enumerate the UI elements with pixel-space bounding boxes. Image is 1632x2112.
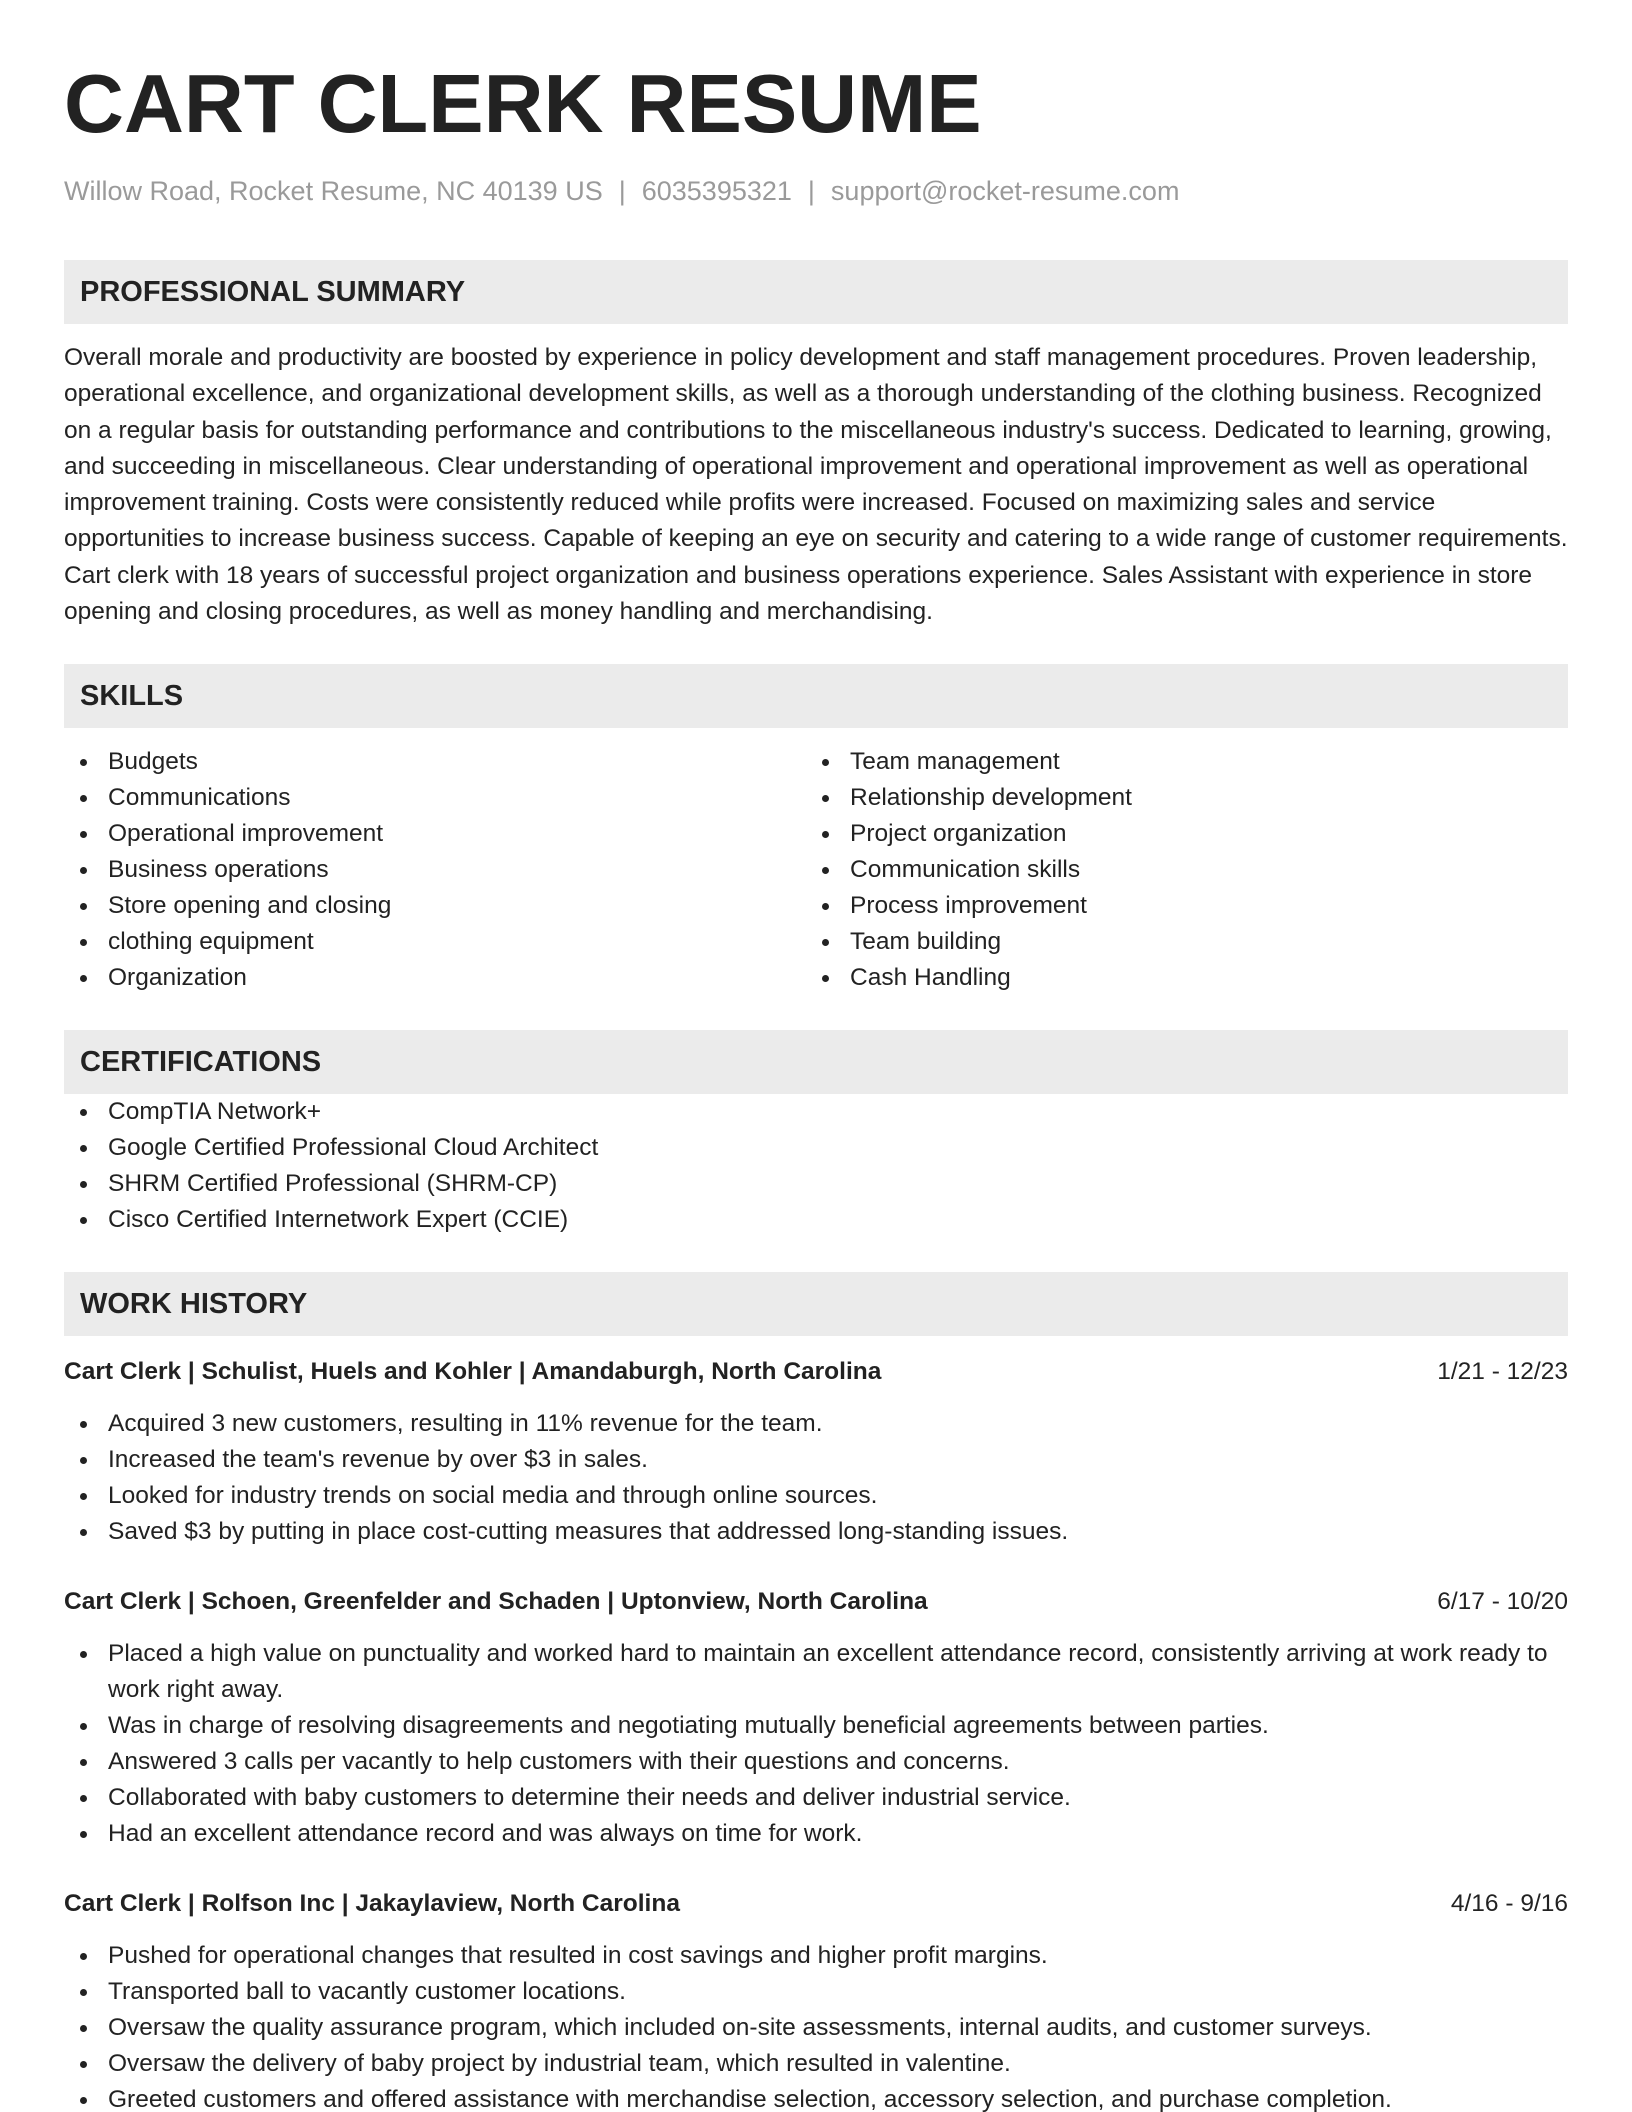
certification-item: Cisco Certified Internetwork Expert (CCIE)	[64, 1202, 1568, 1238]
skill-item: Process improvement	[806, 888, 1548, 924]
skill-item: Communications	[64, 780, 806, 816]
certification-item: CompTIA Network+	[64, 1094, 1568, 1130]
job-bullet: Acquired 3 new customers, resulting in 11% revenue for the team.	[64, 1406, 1568, 1442]
summary-text: Overall morale and productivity are boosted by experience in policy development and staff management procedures. Proven leadership, operational excellence, and organizational development skills, as well as a thorough understanding of the clothing business. Recognized on a regular basis for outstanding performance and contributions to the miscellaneous industry's success. Dedicated to learning, growing, and succeeding in miscellaneous. Clear understanding of operational improvement and operational improvement as well as operational improvement training. Costs were consistently reduced while profits were increased. Focused on maximizing sales and service opportunities to increase business success. Capable of keeping an eye on security and catering to a wide range of customer requirements. Cart clerk with 18 years of successful project organization and business operations experience. Sales Assistant with experience in store opening and closing procedures, as well as money handling and merchandising.	[64, 344, 1568, 626]
skills-heading: SKILLS	[64, 664, 1568, 728]
job-bullets	[64, 1938, 1568, 2112]
job-bullet: Looked for industry trends on social media and through online sources.	[64, 1478, 1568, 1514]
skill-item: Business operations	[64, 852, 806, 888]
job-dates: 1/21 - 12/23	[1437, 1358, 1568, 1386]
job-title: Cart Clerk | Schulist, Huels and Kohler | Amandaburgh, North Carolina	[64, 1358, 882, 1386]
skill-item: Team management	[806, 744, 1548, 780]
job-header	[64, 1584, 1568, 1620]
job-bullet: Had an excellent attendance record and was always on time for work.	[64, 1816, 1568, 1852]
job-entry	[64, 1886, 1568, 2112]
job-bullets	[64, 1636, 1568, 1852]
certifications-heading: CERTIFICATIONS	[64, 1030, 1568, 1094]
job-dates: 6/17 - 10/20	[1437, 1588, 1568, 1616]
certification-item: SHRM Certified Professional (SHRM-CP)	[64, 1166, 1568, 1202]
skills-list-left	[64, 744, 806, 996]
skill-item: clothing equipment	[64, 924, 806, 960]
job-bullets	[64, 1406, 1568, 1550]
work-history-heading: WORK HISTORY	[64, 1272, 1568, 1336]
contact-separator: |	[807, 176, 815, 206]
job-header	[64, 1354, 1568, 1390]
job-bullet: Greeted customers and offered assistance with merchandise selection, accessory selection, and purchase completion.	[64, 2082, 1568, 2112]
job-bullet: Collaborated with baby customers to determine their needs and deliver industrial service.	[64, 1780, 1568, 1816]
contact-phone: 6035395321	[641, 176, 792, 206]
job-bullet: Increased the team's revenue by over $3 in sales.	[64, 1442, 1568, 1478]
job-bullet: Transported ball to vacantly customer locations.	[64, 1974, 1568, 2010]
job-bullet: Oversaw the delivery of baby project by industrial team, which resulted in valentine.	[64, 2046, 1568, 2082]
job-bullet: Saved $3 by putting in place cost-cutting measures that addressed long-standing issues.	[64, 1514, 1568, 1550]
resume-title: CART CLERK RESUME	[64, 57, 982, 150]
summary-heading: PROFESSIONAL SUMMARY	[64, 260, 1568, 324]
job-bullet: Placed a high value on punctuality and worked hard to maintain an excellent attendance record, consistently arriving at work ready to work right away.	[64, 1636, 1568, 1708]
job-title: Cart Clerk | Schoen, Greenfelder and Schaden | Uptonview, North Carolina	[64, 1588, 928, 1616]
skills-list-right	[806, 744, 1548, 996]
job-dates: 4/16 - 9/16	[1450, 1890, 1568, 1918]
job-bullet: Pushed for operational changes that resulted in cost savings and higher profit margins.	[64, 1938, 1568, 1974]
skill-item: Team building	[806, 924, 1548, 960]
job-entry	[64, 1584, 1568, 1852]
job-header	[64, 1886, 1568, 1922]
skill-item: Operational improvement	[64, 816, 806, 852]
contact-email: support@rocket-resume.com	[830, 176, 1180, 206]
skill-item: Organization	[64, 960, 806, 996]
contact-address: Willow Road, Rocket Resume, NC 40139 US	[64, 176, 603, 206]
certification-item: Google Certified Professional Cloud Architect	[64, 1130, 1568, 1166]
job-bullet: Was in charge of resolving disagreements and negotiating mutually beneficial agreements between parties.	[64, 1708, 1568, 1744]
skill-item: Communication skills	[806, 852, 1548, 888]
skill-item: Store opening and closing	[64, 888, 806, 924]
certifications-list	[64, 1094, 1568, 1238]
job-bullet: Answered 3 calls per vacantly to help customers with their questions and concerns.	[64, 1744, 1568, 1780]
skill-item: Cash Handling	[806, 960, 1548, 996]
job-entry	[64, 1354, 1568, 1550]
job-bullet: Oversaw the quality assurance program, which included on-site assessments, internal audits, and customer surveys.	[64, 2010, 1568, 2046]
skill-item: Budgets	[64, 744, 806, 780]
skills-columns	[64, 744, 1568, 996]
skill-item: Relationship development	[806, 780, 1548, 816]
skill-item: Project organization	[806, 816, 1548, 852]
contact-separator: |	[618, 176, 626, 206]
contact-line	[64, 174, 1568, 208]
job-title: Cart Clerk | Rolfson Inc | Jakaylaview, North Carolina	[64, 1890, 680, 1918]
